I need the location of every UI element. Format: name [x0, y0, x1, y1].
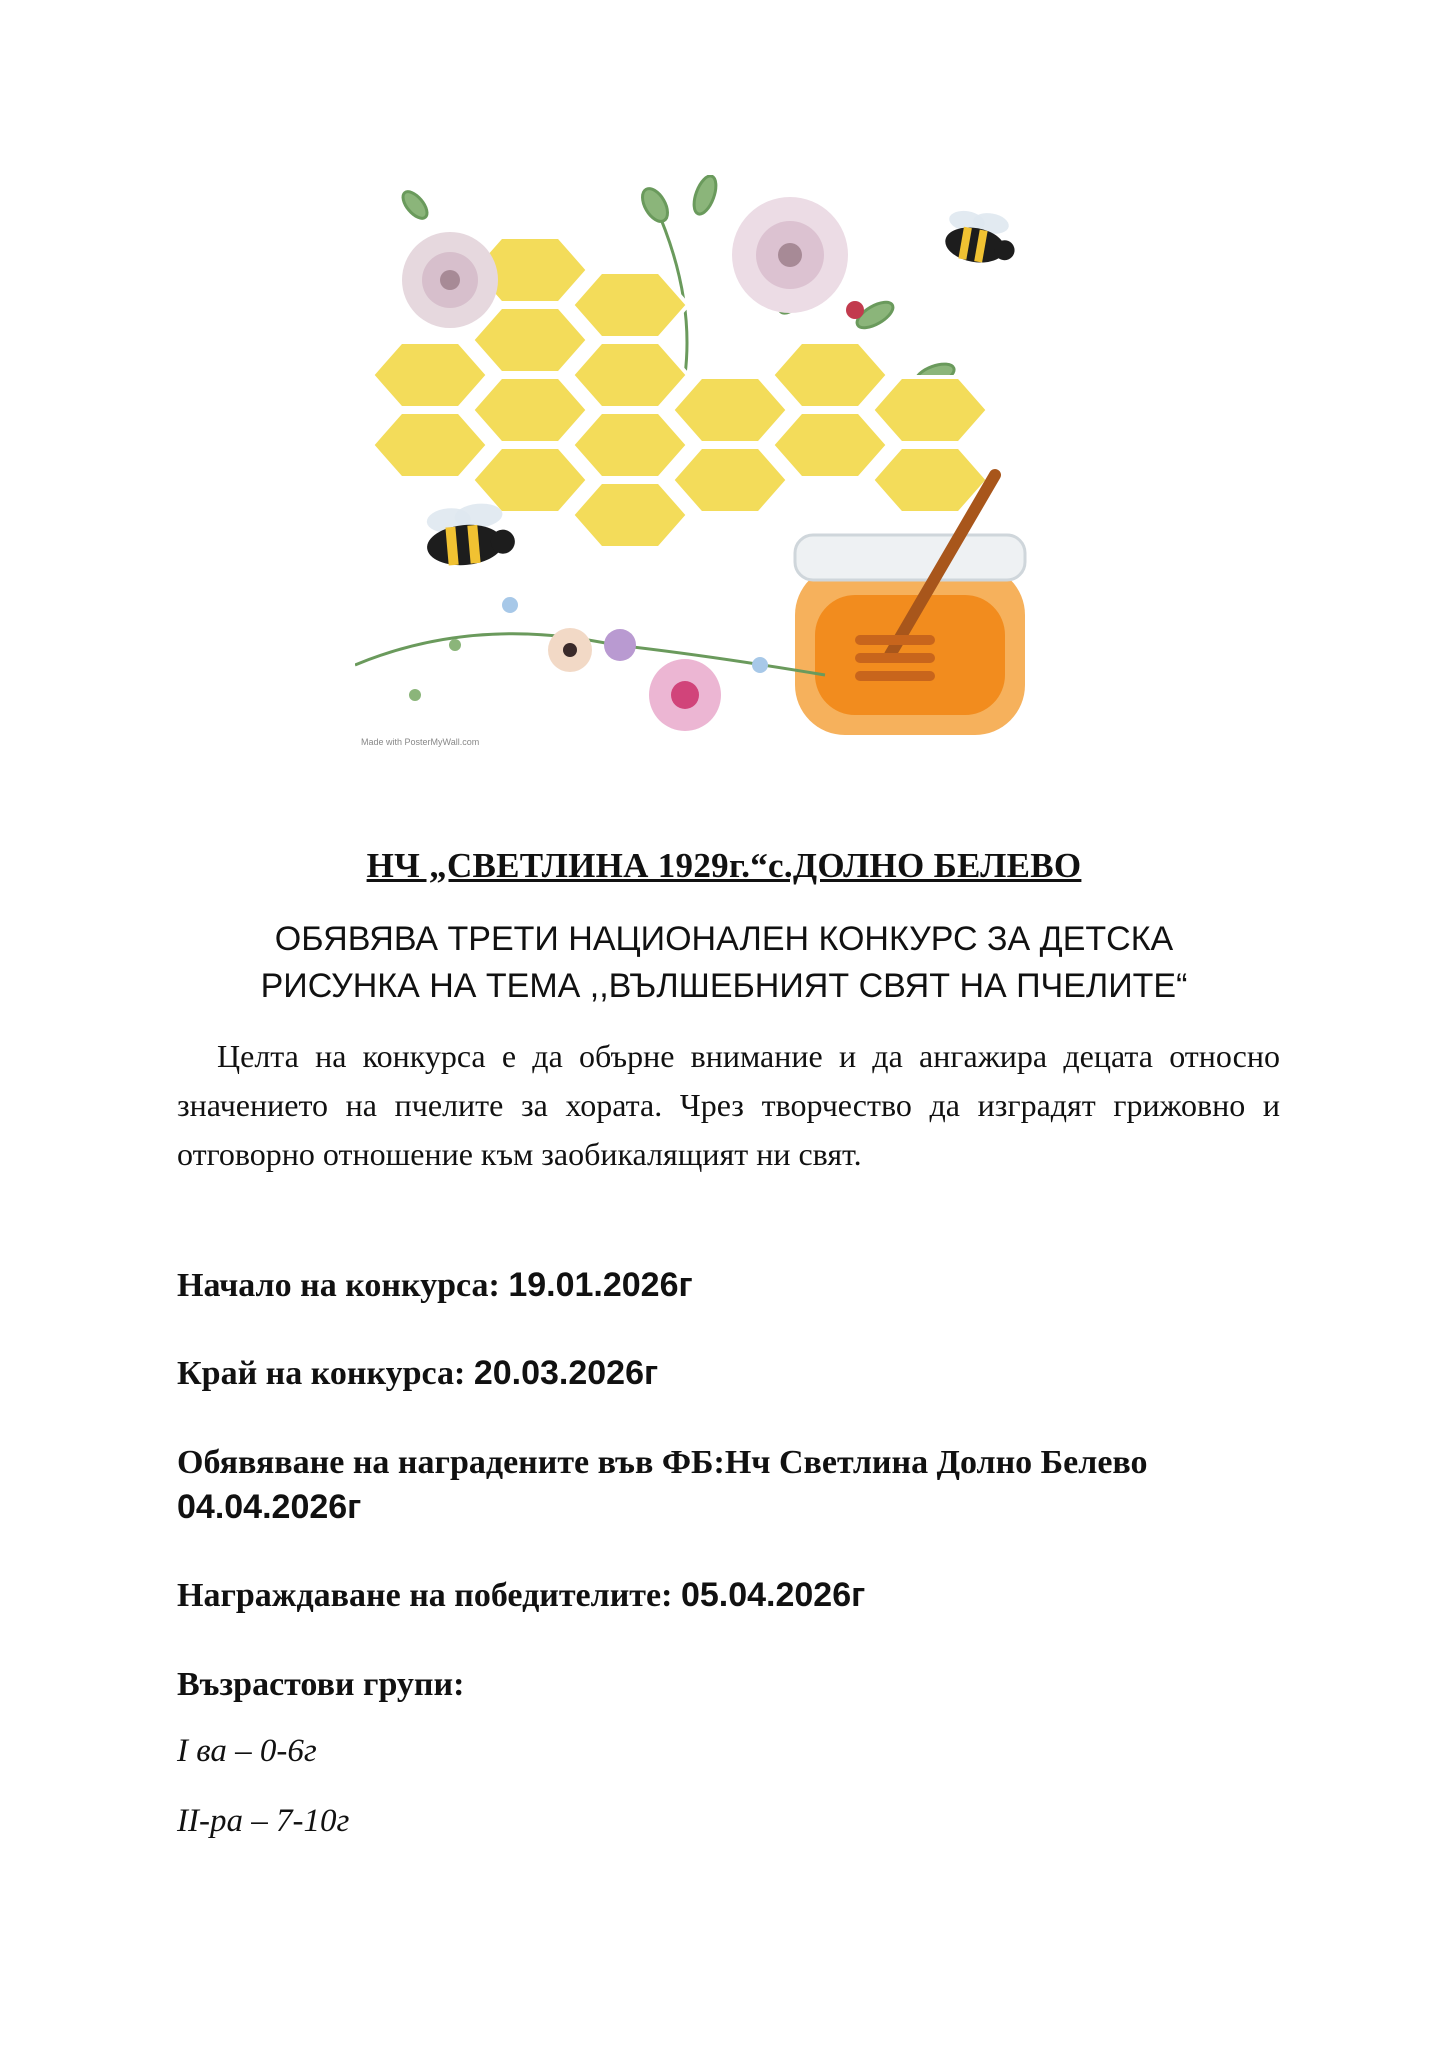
- contest-end: [177, 1351, 1280, 1396]
- award-ceremony: [177, 1573, 1280, 1618]
- bee-honey-illustration: [355, 175, 1115, 755]
- announcement-line-1: ОБЯВЯВА ТРЕТИ НАЦИОНАЛЕН КОНКУРС ЗА ДЕТСКА: [274, 920, 1174, 958]
- announcement-line-2: РИСУНКА НА ТЕМА ,,ВЪЛШЕБНИЯТ СВЯТ НА ПЧЕЛИТЕ“: [260, 967, 1188, 1005]
- contest-start-label: Начало на конкурса:: [177, 1267, 500, 1304]
- results-label: Обявяване на наградените във ФБ:Нч Светлина Долно Белево: [177, 1444, 1148, 1481]
- contest-end-label: Край на конкурса:: [177, 1355, 466, 1392]
- age-groups-label: Възрастови групи:: [177, 1666, 465, 1703]
- flower-icon: [355, 597, 825, 731]
- announcement-heading: [150, 916, 1298, 1010]
- award-label: Награждаване на победителите:: [177, 1577, 673, 1614]
- purpose-paragraph: Целта на конкурса е да обърне внимание и да ангажира децата относно значението на пчелите за хората. Чрез творчество да изградят грижовно и отговорно отношение към заобикалящият ни свят.: [177, 1038, 1280, 1172]
- age-groups-heading: [177, 1662, 1280, 1707]
- age-group-2: II-ра – 7-10г: [177, 1803, 350, 1839]
- results-date: 04.04.2026г: [177, 1488, 362, 1526]
- organization-title: НЧ „СВЕТЛИНА 1929г.“с.ДОЛНО БЕЛЕВО: [366, 846, 1082, 885]
- contest-start: [177, 1263, 1280, 1308]
- contest-end-date: 20.03.2026г: [473, 1354, 659, 1392]
- bee-icon: [943, 206, 1021, 268]
- award-date: 05.04.2026г: [680, 1576, 866, 1614]
- watermark-text: Made with PosterMyWall.com: [361, 737, 480, 747]
- age-group-1: I ва – 0-6г: [177, 1733, 317, 1769]
- illustration-svg: [355, 175, 1115, 755]
- contest-start-date: 19.01.2026г: [508, 1266, 693, 1304]
- results-announcement: [177, 1440, 1280, 1530]
